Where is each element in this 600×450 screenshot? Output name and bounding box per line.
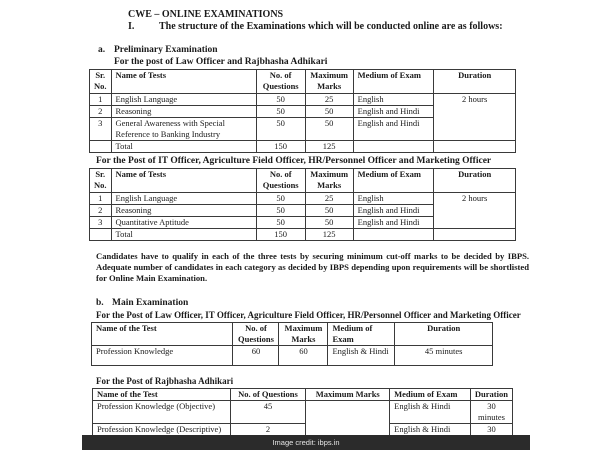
cell-sr: 1 bbox=[90, 193, 112, 205]
cell-questions: 50 bbox=[256, 193, 305, 205]
header-no-of-questions: No. of Questions bbox=[230, 389, 306, 401]
cell-marks: 60 bbox=[279, 346, 328, 366]
cell-total-label: Total bbox=[111, 141, 256, 153]
header-duration: Duration bbox=[470, 389, 512, 401]
cell-test-name: English Language bbox=[111, 94, 256, 106]
section-number: I. bbox=[128, 21, 135, 32]
table-total-row bbox=[90, 229, 516, 241]
header-name-of-test: Name of the Test bbox=[93, 389, 231, 401]
cell-marks: 25 bbox=[305, 94, 353, 106]
cell-medium: English and Hindi bbox=[353, 217, 434, 229]
cell-test-name: Profession Knowledge (Descriptive) bbox=[93, 424, 231, 447]
image-credit-text: Image credit: ibps.in bbox=[272, 438, 340, 447]
header-name-of-tests: Name of Tests bbox=[111, 70, 256, 94]
header-duration: Duration bbox=[434, 70, 516, 94]
cell-duration: 45 minutes bbox=[395, 346, 493, 366]
cell-sr: 2 bbox=[90, 205, 112, 217]
main-table2-caption: For the Post of Rajbhasha Adhikari bbox=[96, 376, 234, 386]
cell-marks: 50 bbox=[305, 118, 353, 141]
header-medium-of-exam: Medium of Exam bbox=[390, 389, 471, 401]
cell-medium: English and Hindi bbox=[353, 205, 434, 217]
cell-duration: 30 bbox=[470, 424, 512, 447]
main-table-officers bbox=[91, 322, 493, 366]
document-title: CWE – ONLINE EXAMINATIONS bbox=[128, 9, 284, 20]
table-row bbox=[92, 346, 493, 366]
prelim-table2-caption: For the Post of IT Officer, Agriculture Field Officer, HR/Personnel Officer and Marketing Officer bbox=[96, 156, 492, 166]
table-total-row bbox=[90, 141, 516, 153]
table-row bbox=[93, 401, 513, 424]
cell-questions: 2 bbox=[230, 424, 306, 447]
main-marker: b. bbox=[96, 298, 104, 308]
cell-total-questions: 150 bbox=[256, 141, 305, 153]
cell-questions: 50 bbox=[256, 94, 305, 106]
cell-questions: 60 bbox=[233, 346, 279, 366]
header-sr-no: Sr. No. bbox=[90, 169, 112, 193]
cell-test-name: English Language bbox=[111, 193, 256, 205]
table-header-row bbox=[92, 323, 493, 346]
prelim-table1-caption: For the post of Law Officer and Rajbhasha Adhikari bbox=[114, 57, 328, 67]
cell-questions: 50 bbox=[256, 118, 305, 141]
cell-medium: English & Hindi bbox=[328, 346, 395, 366]
cell-marks: 50 bbox=[305, 106, 353, 118]
cell-test-name: Profession Knowledge bbox=[92, 346, 233, 366]
cell-questions: 45 bbox=[230, 401, 306, 424]
cell-medium: English bbox=[353, 193, 434, 205]
cell-test-name: Reasoning bbox=[111, 106, 256, 118]
preliminary-heading: Preliminary Examination bbox=[114, 45, 218, 55]
cell-empty bbox=[353, 141, 434, 153]
cell-sr: 1 bbox=[90, 94, 112, 106]
table-header-row bbox=[90, 169, 516, 193]
cell-total-marks: 125 bbox=[305, 141, 353, 153]
main-table1-caption: For the Post of Law Officer, IT Officer, Agriculture Field Officer, HR/Personnel Officer and Marketing Officer bbox=[96, 310, 521, 320]
header-name-of-test: Name of the Test bbox=[92, 323, 233, 346]
cell-test-name: General Awareness with Special Reference to Banking Industry bbox=[111, 118, 256, 141]
header-duration: Duration bbox=[434, 169, 516, 193]
preliminary-marker: a. bbox=[98, 45, 106, 55]
qualification-note: Candidates have to qualify in each of the three tests by securing minimum cut-off marks to be decided by IBPS. Adequate number of candidates in each category as decided by IBPS depending upon requirements will be shortlisted for Online Main Examination. bbox=[96, 251, 529, 283]
prelim-table-law-rajbhasha bbox=[89, 69, 516, 153]
cell-total-questions: 150 bbox=[256, 229, 305, 241]
cell-medium: English bbox=[353, 94, 434, 106]
cell-test-name: Quantitative Aptitude bbox=[111, 217, 256, 229]
header-medium-of-exam: Medium of Exam bbox=[353, 169, 434, 193]
header-no-of-questions: No. of Questions bbox=[256, 169, 305, 193]
cell-duration: 2 hours bbox=[434, 193, 516, 229]
cell-marks: 50 bbox=[305, 217, 353, 229]
main-heading: Main Examination bbox=[112, 298, 189, 308]
cell-empty bbox=[90, 141, 112, 153]
cell-sr: 3 bbox=[90, 118, 112, 141]
header-duration: Duration bbox=[395, 323, 493, 346]
cell-empty bbox=[434, 141, 516, 153]
table-row bbox=[90, 94, 516, 106]
header-medium-of-exam: Medium of Exam bbox=[353, 70, 434, 94]
header-no-of-questions: No. of Questions bbox=[256, 70, 305, 94]
table-header-row bbox=[93, 389, 513, 401]
cell-total-marks: 125 bbox=[305, 229, 353, 241]
image-credit-bar bbox=[82, 435, 530, 450]
header-maximum-marks: Maximum Marks bbox=[305, 70, 353, 94]
cell-questions: 50 bbox=[256, 106, 305, 118]
cell-sr: 2 bbox=[90, 106, 112, 118]
cell-sr: 3 bbox=[90, 217, 112, 229]
header-no-of-questions: No. of Questions bbox=[233, 323, 279, 346]
cell-test-name: Reasoning bbox=[111, 205, 256, 217]
section-intro: The structure of the Examinations which will be conducted online are as follows: bbox=[159, 21, 503, 32]
cell-medium: English and Hindi bbox=[353, 106, 434, 118]
cell-empty bbox=[434, 229, 516, 241]
cell-marks: 50 bbox=[305, 205, 353, 217]
header-medium-of-exam: Medium of Exam bbox=[328, 323, 395, 346]
header-maximum-marks: Maximum Marks bbox=[279, 323, 328, 346]
cell-duration: 2 hours bbox=[434, 94, 516, 141]
header-maximum-marks: Maximum Marks bbox=[305, 169, 353, 193]
header-name-of-tests: Name of Tests bbox=[111, 169, 256, 193]
header-maximum-marks: Maximum Marks bbox=[306, 389, 390, 401]
cell-questions: 50 bbox=[256, 217, 305, 229]
header-sr-no: Sr. No. bbox=[90, 70, 112, 94]
cell-empty bbox=[90, 229, 112, 241]
cell-questions: 50 bbox=[256, 205, 305, 217]
cell-marks: 25 bbox=[305, 193, 353, 205]
table-row bbox=[90, 193, 516, 205]
prelim-table-it-agri-hr-marketing bbox=[89, 168, 516, 241]
cell-duration: 30 minutes bbox=[470, 401, 512, 424]
cell-total-label: Total bbox=[111, 229, 256, 241]
table-header-row bbox=[90, 70, 516, 94]
cell-medium: English & Hindi bbox=[390, 401, 471, 424]
cell-empty bbox=[353, 229, 434, 241]
cell-test-name: Profession Knowledge (Objective) bbox=[93, 401, 231, 424]
cell-medium: English & Hindi bbox=[390, 424, 471, 447]
cell-medium: English and Hindi bbox=[353, 118, 434, 141]
